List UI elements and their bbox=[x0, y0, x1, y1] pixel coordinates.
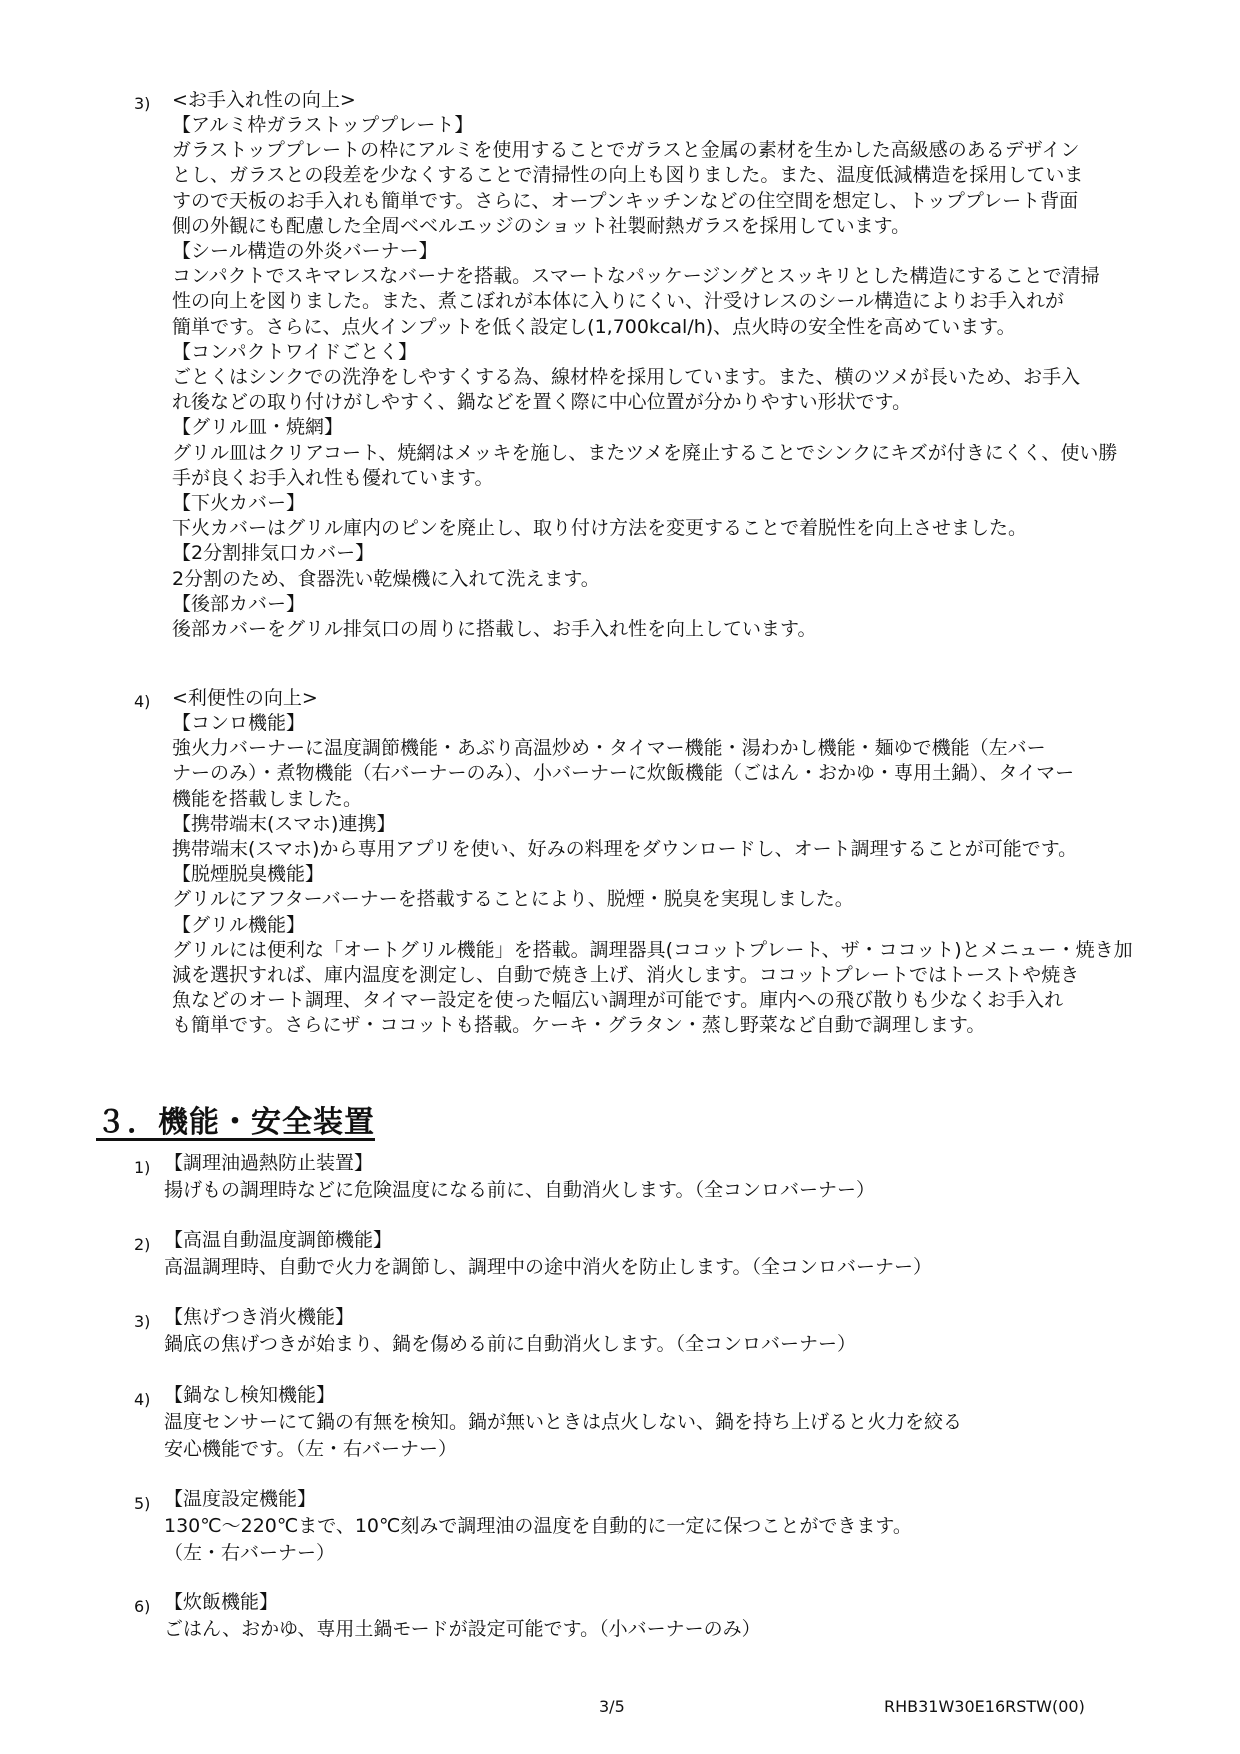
text-line: グリルにアフターバーナーを搭載することにより、脱煙・脱臭を実現しました。 bbox=[172, 888, 854, 911]
text-line: グリルには便利な「オートグリル機能」を搭載。調理器具(ココットプレート、ザ・ココット)とメニュー・焼き加 bbox=[172, 938, 1133, 961]
text-line: ごとくはシンクでの洗浄をしやすくする為、線材枠を採用しています。また、横のツメが長いため、お手入 bbox=[172, 366, 1081, 389]
item-body bbox=[164, 1304, 1164, 1358]
text-line: すので天板のお手入れも簡単です。さらに、オープンキッチンなどの住空間を想定し、トッププレート背面 bbox=[172, 189, 1079, 212]
item-number: 1) bbox=[134, 1158, 151, 1177]
document-code: RHB31W30E16RSTW(00) bbox=[884, 1697, 1085, 1716]
text-line: ナーのみ）・煮物機能（右バーナーのみ）、小バーナーに炊飯機能（ごはん・おかゆ・専用土鍋）、タイマー bbox=[172, 762, 1075, 785]
subheading: 【シール構造の外炎バーナー】 bbox=[172, 240, 438, 263]
subheading: 【炊飯機能】 bbox=[164, 1591, 279, 1613]
subheading: 【アルミ枠ガラストッププレート】 bbox=[172, 114, 474, 136]
subheading: 【鍋なし検知機能】 bbox=[164, 1384, 336, 1406]
text-line: ガラストッププレートの枠にアルミを使用することでガラスと金属の素材を生かした高級感のあるデザイン bbox=[172, 139, 1080, 162]
item-heading: <お手入れ性の向上> bbox=[172, 89, 356, 111]
text-line: グリル皿はクリアコート、焼網はメッキを施し、またツメを廃止することでシンクにキズが付きにくく、使い勝 bbox=[172, 441, 1118, 464]
item-number: 3) bbox=[134, 94, 151, 113]
item-body bbox=[164, 1486, 1164, 1567]
text-line: 揚げもの調理時などに危険温度になる前に、自動消火します。（全コンロバーナー） bbox=[164, 1179, 875, 1201]
subheading: 【携帯端末(スマホ)連携】 bbox=[172, 812, 396, 835]
item-body bbox=[172, 113, 1172, 642]
item-body bbox=[164, 1382, 1164, 1463]
item-number: 5) bbox=[134, 1494, 151, 1513]
item-body bbox=[164, 1150, 1164, 1204]
subheading: 【コンパクトワイドごとく】 bbox=[172, 340, 418, 363]
item-number: 3) bbox=[134, 1312, 151, 1331]
text-line: コンパクトでスキマレスなバーナを搭載。スマートなパッケージングとスッキリとした構造にすることで清掃 bbox=[172, 265, 1100, 288]
subheading: 【下火カバー】 bbox=[172, 492, 306, 515]
text-line: 130℃～220℃まで、10℃刻みで調理油の温度を自動的に一定に保つことができます。 bbox=[164, 1515, 912, 1537]
section-title: ３．機能・安全装置 bbox=[96, 1105, 375, 1140]
text-line: 高温調理時、自動で火力を調節し、調理中の途中消火を防止します。（全コンロバーナー） bbox=[164, 1256, 932, 1278]
item-body bbox=[164, 1227, 1164, 1281]
text-line: 安心機能です。（左・右バーナー） bbox=[164, 1438, 457, 1460]
text-line: 魚などのオート調理、タイマー設定を使った幅広い調理が可能です。庫内への飛び散りも少なくお手入れ bbox=[172, 989, 1064, 1012]
subheading: 【脱煙脱臭機能】 bbox=[172, 863, 325, 886]
subheading: 【焦げつき消火機能】 bbox=[164, 1306, 355, 1328]
text-line: 鍋底の焦げつきが始まり、鍋を傷める前に自動消火します。（全コンロバーナー） bbox=[164, 1333, 856, 1355]
subheading: 【調理油過熱防止装置】 bbox=[164, 1152, 374, 1174]
text-line: 機能を搭載しました。 bbox=[172, 787, 363, 810]
text-line: 下火カバーはグリル庫内のピンを廃止し、取り付け方法を変更することで着脱性を向上させました。 bbox=[172, 517, 1028, 540]
subheading: 【グリル機能】 bbox=[172, 913, 306, 936]
text-line: 簡単です。さらに、点火インプットを低く設定し(1,700kcal/h)、点火時の安全性を高めています。 bbox=[172, 315, 1016, 338]
text-line: 性の向上を図りました。また、煮こぼれが本体に入りにくい、汁受けレスのシール構造によりお手入れが bbox=[172, 290, 1065, 313]
page-number: 3/5 bbox=[599, 1697, 625, 1716]
subheading: 【後部カバー】 bbox=[172, 592, 306, 615]
text-line: 強火力バーナーに温度調節機能・あぶり高温炒め・タイマー機能・湯わかし機能・麺ゆで機能（左バー bbox=[172, 737, 1046, 760]
item-body bbox=[172, 711, 1172, 1039]
item-number: 2) bbox=[134, 1235, 151, 1254]
subheading: 【コンロ機能】 bbox=[172, 712, 306, 734]
text-line: 携帯端末(スマホ)から専用アプリを使い、好みの料理をダウンロードし、オート調理することが可能です。 bbox=[172, 838, 1078, 861]
item-body bbox=[164, 1589, 1164, 1643]
text-line: も簡単です。さらにザ・ココットも搭載。ケーキ・グラタン・蒸し野菜など自動で調理します。 bbox=[172, 1014, 986, 1037]
subheading: 【2分割排気口カバー】 bbox=[172, 542, 375, 565]
text-line: 2分割のため、食器洗い乾燥機に入れて洗えます。 bbox=[172, 567, 600, 590]
text-line: れ後などの取り付けがしやすく、鍋などを置く際に中心位置が分かりやすい形状です。 bbox=[172, 391, 912, 414]
item-number: 4) bbox=[134, 692, 151, 711]
text-line: 減を選択すれば、庫内温度を測定し、自動で焼き上げ、消火します。ココットプレートではトーストや焼き bbox=[172, 964, 1080, 987]
text-line: ごはん、おかゆ、専用土鍋モードが設定可能です。（小バーナーのみ） bbox=[164, 1618, 761, 1640]
subheading: 【高温自動温度調節機能】 bbox=[164, 1229, 393, 1251]
text-line: 側の外観にも配慮した全周ベベルエッジのショット社製耐熱ガラスを採用しています。 bbox=[172, 214, 911, 237]
item-number: 6) bbox=[134, 1597, 151, 1616]
text-line: 手が良くお手入れ性も優れています。 bbox=[172, 466, 494, 489]
text-line: 後部カバーをグリル排気口の周りに搭載し、お手入れ性を向上しています。 bbox=[172, 618, 817, 641]
subheading: 【グリル皿・焼網】 bbox=[172, 416, 344, 439]
item-heading: <利便性の向上> bbox=[172, 687, 318, 709]
text-line: （左・右バーナー） bbox=[164, 1542, 336, 1564]
subheading: 【温度設定機能】 bbox=[164, 1488, 317, 1510]
text-line: とし、ガラスとの段差を少なくすることで清掃性の向上も図りました。また、温度低減構造を採用していま bbox=[172, 164, 1084, 187]
text-line: 温度センサーにて鍋の有無を検知。鍋が無いときは点火しない、鍋を持ち上げると火力を絞る bbox=[164, 1411, 963, 1433]
item-number: 4) bbox=[134, 1390, 151, 1409]
